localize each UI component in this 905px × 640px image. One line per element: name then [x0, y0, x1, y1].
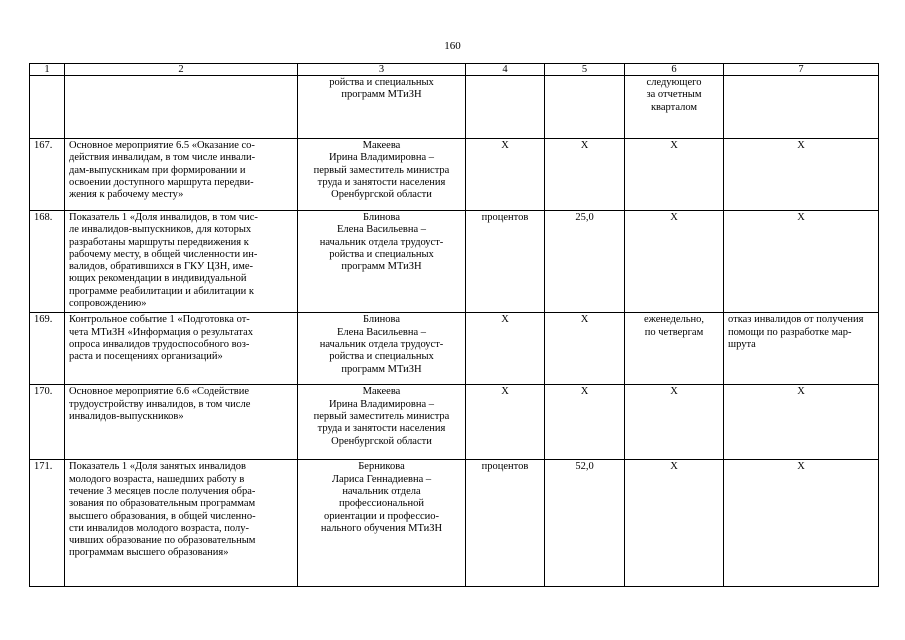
responsible-cell-line: труда и занятости населения: [317, 423, 446, 435]
deadline-cell-line: X: [670, 212, 678, 223]
row-number-cell: 167.: [30, 139, 65, 211]
table-row: [30, 211, 879, 313]
description-cell-line: зования по образовательным программам: [69, 498, 256, 510]
row-number-cell: 171.: [30, 460, 65, 587]
description-cell: [65, 313, 298, 385]
note-cell: [724, 313, 879, 385]
note-cell-line: X: [797, 212, 805, 223]
row-number-cell: [30, 76, 65, 139]
responsible-cell-line: ройства и специальных: [329, 351, 434, 363]
description-cell-line: рабочему месту, в общей численности ин-: [69, 248, 258, 260]
column-header: 4: [466, 64, 545, 76]
note-cell-line: X: [797, 140, 805, 151]
note-cell-line: помощи по разработке мар-: [728, 326, 852, 338]
unit-cell: [466, 76, 545, 139]
responsible-cell-line: Макеева: [362, 140, 401, 151]
deadline-cell-line: кварталом: [650, 101, 698, 113]
deadline-cell-line: по четвергам: [644, 326, 704, 338]
value-cell: X: [545, 385, 625, 460]
description-cell-line: разработаны маршруты передвижения к: [69, 236, 249, 248]
description-cell-line: жения к рабочему месту»: [69, 189, 184, 201]
plan-table: [29, 63, 879, 587]
responsible-cell: [298, 313, 466, 385]
table-row: [30, 139, 879, 211]
table-row: [30, 385, 879, 460]
deadline-cell: [625, 313, 724, 385]
responsible-cell-line: профессиональной: [339, 498, 424, 510]
description-cell-line: трудоустройству инвалидов, в том числе: [69, 398, 251, 410]
description-cell: [65, 76, 298, 139]
note-cell: [724, 139, 879, 211]
description-cell-line: раста и посещениях организаций»: [69, 351, 223, 363]
description-cell-line: ющих рекомендации в индивидуальной: [69, 273, 247, 285]
row-number-cell: 168.: [30, 211, 65, 313]
responsible-cell-line: начальник отдела трудоуст-: [319, 338, 444, 350]
responsible-cell: [298, 211, 466, 313]
page-number: 160: [444, 40, 461, 52]
responsible-cell-line: ориентации и профессио-: [323, 510, 440, 522]
unit-cell: X: [466, 313, 545, 385]
description-cell-line: программам высшего образования»: [69, 547, 229, 559]
column-number-row: [30, 64, 879, 76]
description-cell-line: Показатель 1 «Доля инвалидов, в том чис-: [69, 212, 258, 223]
column-header: 5: [545, 64, 625, 76]
description-cell-line: инвалидов-выпускников»: [69, 410, 184, 422]
value-cell: 25,0: [545, 211, 625, 313]
responsible-cell-line: Лариса Геннадиевна –: [331, 473, 432, 485]
deadline-cell-line: X: [670, 461, 678, 473]
deadline-cell-line: X: [670, 386, 678, 398]
responsible-cell-line: нального обучения МТиЗН: [320, 522, 443, 534]
responsible-cell-line: начальник отдела трудоуст-: [319, 236, 444, 248]
responsible-cell-line: ройства и специальных: [329, 77, 434, 88]
table-row: [30, 76, 879, 139]
responsible-cell: [298, 139, 466, 211]
responsible-cell-line: Оренбургской области: [331, 189, 432, 201]
responsible-cell-line: программ МТиЗН: [341, 363, 422, 375]
description-cell-line: сти инвалидов молодого возраста, полу-: [69, 522, 249, 534]
responsible-cell-line: начальник отдела: [342, 485, 421, 497]
responsible-cell-line: Берникова: [358, 461, 405, 473]
unit-cell: X: [466, 139, 545, 211]
description-cell-line: сопровождению»: [69, 298, 147, 310]
description-cell-line: программе реабилитации и абилитации к: [69, 285, 254, 297]
note-cell: [724, 211, 879, 313]
description-cell-line: молодого возраста, нашедших работу в: [69, 473, 245, 485]
responsible-cell-line: Ирина Владимировна –: [328, 152, 435, 164]
table-row: [30, 460, 879, 587]
deadline-cell: [625, 385, 724, 460]
deadline-cell: [625, 460, 724, 587]
responsible-cell-line: Елена Васильевна –: [337, 224, 426, 236]
column-header: 7: [724, 64, 879, 76]
responsible-cell-line: труда и занятости населения: [317, 176, 446, 188]
description-cell-line: ле инвалидов-выпускников, для которых: [69, 224, 252, 236]
note-cell: [724, 385, 879, 460]
column-header: 2: [65, 64, 298, 76]
responsible-cell-line: Оренбургской области: [331, 435, 432, 447]
column-header: 3: [298, 64, 466, 76]
note-cell: [724, 76, 879, 139]
description-cell-line: опроса инвалидов трудоспособного воз-: [69, 338, 250, 350]
value-cell: X: [545, 313, 625, 385]
responsible-cell: [298, 76, 466, 139]
description-cell-line: Основное мероприятие 6.6 «Содействие: [69, 386, 250, 398]
deadline-cell: [625, 211, 724, 313]
description-cell: [65, 385, 298, 460]
deadline-cell-line: за отчетным: [646, 89, 702, 101]
description-cell-line: течение 3 месяцев после получения обра-: [69, 485, 256, 497]
deadline-cell-line: следующего: [646, 77, 702, 88]
description-cell-line: высшего образования, в общей численно-: [69, 510, 256, 522]
column-header: 6: [625, 64, 724, 76]
description-cell: [65, 211, 298, 313]
note-cell-line: отказ инвалидов от получения: [728, 314, 864, 326]
description-cell-line: чета МТиЗН «Информация о результатах: [69, 326, 254, 338]
column-header: 1: [30, 64, 65, 76]
row-number-cell: 170.: [30, 385, 65, 460]
note-cell-line: X: [797, 461, 805, 473]
description-cell-line: Основное мероприятие 6.5 «Оказание со-: [69, 140, 255, 151]
description-cell-line: валидов, обратившихся в ГКУ ЦЗН, име-: [69, 261, 253, 273]
responsible-cell-line: Елена Васильевна –: [337, 326, 426, 338]
responsible-cell-line: первый заместитель министра: [313, 410, 450, 422]
description-cell-line: дам-выпускникам при формировании и: [69, 164, 246, 176]
responsible-cell-line: Блинова: [362, 314, 401, 326]
unit-cell: процентов: [466, 211, 545, 313]
note-cell-line: X: [797, 386, 805, 398]
responsible-cell-line: первый заместитель министра: [313, 164, 450, 176]
description-cell-line: чивших образование по образовательным: [69, 535, 256, 547]
responsible-cell-line: Макеева: [362, 386, 401, 398]
description-cell-line: действия инвалидам, в том числе инвали-: [69, 152, 256, 164]
responsible-cell-line: программ МТиЗН: [341, 89, 422, 101]
deadline-cell: [625, 139, 724, 211]
deadline-cell-line: еженедельно,: [643, 314, 705, 326]
description-cell-line: Показатель 1 «Доля занятых инвалидов: [69, 461, 246, 473]
unit-cell: X: [466, 385, 545, 460]
responsible-cell: [298, 460, 466, 587]
deadline-cell: [625, 76, 724, 139]
note-cell-line: шрута: [728, 338, 756, 350]
description-cell-line: освоении доступного маршрута передви-: [69, 176, 254, 188]
row-number-cell: 169.: [30, 313, 65, 385]
deadline-cell-line: X: [670, 140, 678, 151]
responsible-cell-line: программ МТиЗН: [341, 261, 422, 273]
description-cell: [65, 460, 298, 587]
value-cell: 52,0: [545, 460, 625, 587]
unit-cell: процентов: [466, 460, 545, 587]
value-cell: [545, 76, 625, 139]
responsible-cell: [298, 385, 466, 460]
description-cell: [65, 139, 298, 211]
responsible-cell-line: Ирина Владимировна –: [328, 398, 435, 410]
value-cell: X: [545, 139, 625, 211]
responsible-cell-line: ройства и специальных: [329, 248, 434, 260]
responsible-cell-line: Блинова: [362, 212, 401, 223]
description-cell-line: Контрольное событие 1 «Подготовка от-: [69, 314, 250, 326]
note-cell: [724, 460, 879, 587]
table-row: [30, 313, 879, 385]
